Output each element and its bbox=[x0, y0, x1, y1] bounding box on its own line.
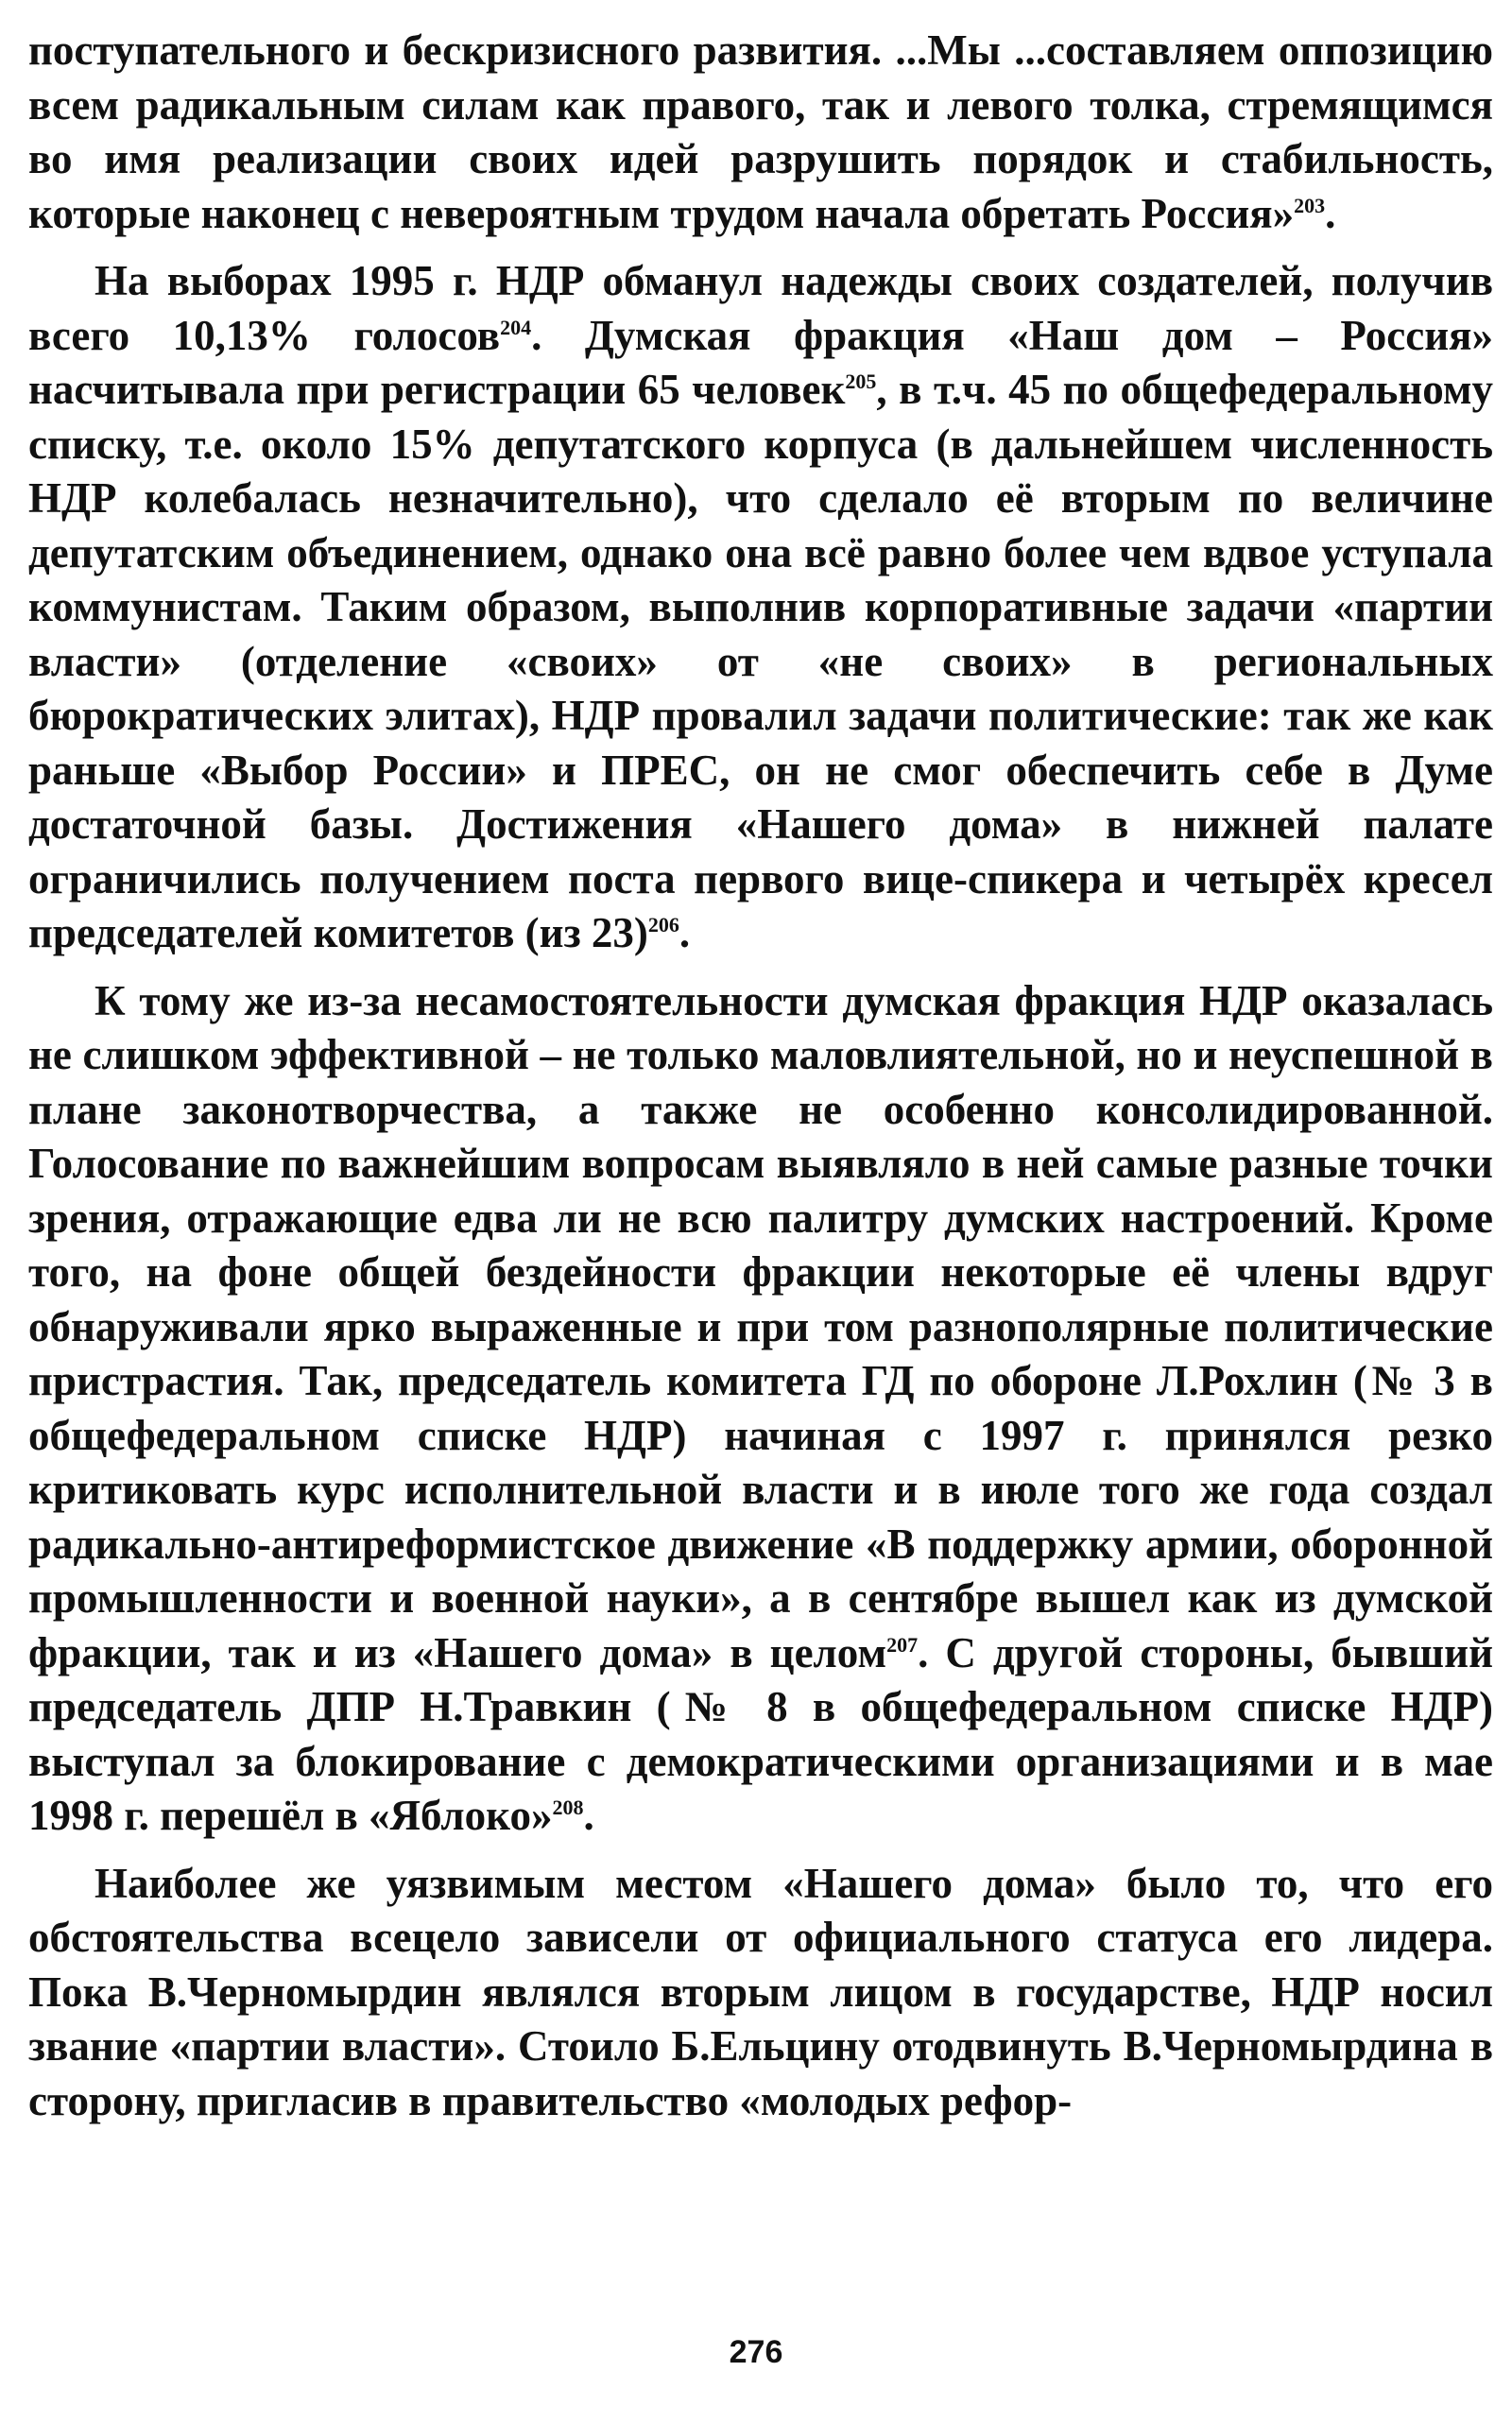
page-body bbox=[28, 24, 1493, 2141]
paragraph-3 bbox=[28, 974, 1493, 1844]
paragraph-1-text: поступательного и бескризисного развития. ...Мы ...составляем оппозицию всем радикальным силам как правого, так и левого толка, стремящимся во имя реализации своих идей разрушить порядок и стабильность, которые наконец с невероятным трудом начала обретать Россия» bbox=[28, 26, 1493, 237]
footnote-ref-207[interactable]: 207 bbox=[886, 1632, 919, 1657]
paragraph-4-text: Наиболее же уязвимым местом «Нашего дома» было то, что его обстоятельства всецело зависели от официального статуса его лидера. Пока В.Черномырдин являлся вторым лицом в государстве, НДР носил звание «партии власти». Стоило Б.Ельцину отодвинуть В.Черномырдина в сторону, пригласив в правительство «молодых рефор- bbox=[28, 1859, 1493, 2124]
footnote-ref-205[interactable]: 205 bbox=[845, 369, 877, 393]
paragraph-2-text: На выборах 1995 г. НДР обманул надежды своих создателей, получив всего 10,13% голосов bbox=[28, 257, 1493, 359]
footnote-ref-204[interactable]: 204 bbox=[500, 315, 532, 339]
paragraph-3-text: К тому же из-за несамостоятельности думская фракция НДР оказалась не слишком эффективной – не только маловлиятельной, но и неуспешной в плане законотворчества, а также не особенно консолидированной. Голосование по важнейшим вопросам выявляло в ней самые разные точки зрения, отражающие едва ли не всю палитру думских настроений. Кроме того, на фоне общей бездейности фракции некоторые её члены вдруг обнаруживали ярко выраженные и при том разнополярные политические пристрастия. Так, председатель комитета ГД по обороне Л.Рохлин (№ 3 в общефедеральном списке НДР) начиная с 1997 г. принялся резко критиковать курс исполнительной власти и в июле того же года создал радикально-антиреформистское движение «В поддержку армии, оборонной промышленности и военной науки», а в сентябре вышел как из думской фракции, так и из «Нашего дома» в целом bbox=[28, 976, 1493, 1676]
paragraph-1-tail: . bbox=[1325, 189, 1336, 237]
paragraph-2-tail-3: . bbox=[679, 909, 691, 956]
paragraph-4 bbox=[28, 1857, 1493, 2129]
footnote-ref-203[interactable]: 203 bbox=[1294, 193, 1326, 217]
footnote-ref-206[interactable]: 206 bbox=[647, 913, 679, 937]
paragraph-2-tail: . Думская фракция «Наш дом – Россия» насчитывала при регистрации 65 человек bbox=[28, 311, 1493, 413]
paragraph-3-tail: . С другой стороны, бывший председатель ДПР Н.Травкин (№ 8 в общефедеральном списке НДР) выступал за блокирование с демократическими организациями и в мае 1998 г. перешёл в «Яблоко» bbox=[28, 1628, 1494, 1839]
footnote-ref-208[interactable]: 208 bbox=[552, 1796, 584, 1819]
paragraph-2 bbox=[28, 254, 1493, 961]
paragraph-3-tail-2: . bbox=[583, 1792, 594, 1839]
paragraph-2-tail-2: , в т.ч. 45 по общефедеральному списку, т.е. около 15% депутатского корпуса (в дальнейшем численность НДР колебалась незначительно), что сделало её вторым по величине депутатским объединением, однако она всё равно более чем вдвое уступала коммунистам. Таким образом, выполнив корпоративные задачи «партии власти» (отделение «своих» от «не своих» в региональных бюрократических элитах), НДР провалил задачи политические: так же как раньше «Выбор России» и ПРЕС, он не смог обеспечить себе в Думе достаточной базы. Достижения «Нашего дома» в нижней палате ограничились получением поста первого вице-спикера и четырёх кресел председателей комитетов (из 23) bbox=[28, 366, 1493, 956]
paragraph-1 bbox=[28, 24, 1493, 241]
page-number: 276 bbox=[729, 2334, 783, 2370]
